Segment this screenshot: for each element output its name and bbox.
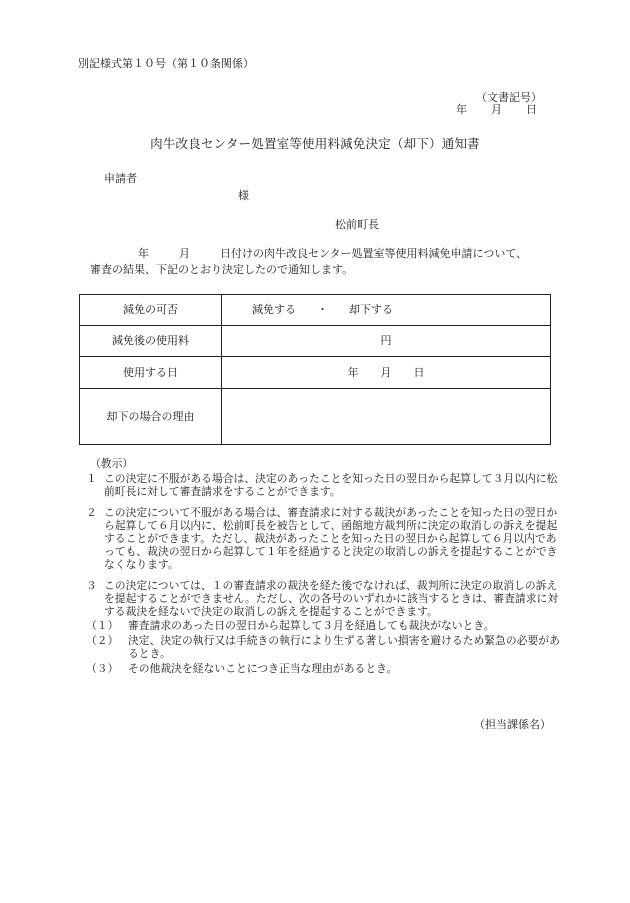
department-name: （担当課係名） [474, 718, 551, 731]
table-row [80, 295, 551, 326]
instruction-item [86, 507, 561, 572]
use-day: 日 [413, 365, 425, 379]
table-row [80, 389, 551, 445]
sub-item-text: その他裁決を経ないことにつき正当な理由があるとき。 [128, 662, 398, 676]
decision-table [79, 294, 551, 445]
instruction-sub-item [86, 635, 561, 661]
label-rejection-reason: 却下の場合の理由 [80, 389, 222, 445]
instructions-heading: （教示） [90, 457, 134, 470]
instruction-text: この決定について不服がある場合は、審査請求に対する裁決があったことを知った日の翌日から起算して６月以内に、松前町長を被告として、函館地方裁判所に決定の取消しの訴えを提起することができます。ただし、裁決があったことを知った日の翌日から起算して６月以内であっても、裁決の翌日から起算して１年を経過すると決定の取消しの訴えを提起することができなくなります。 [104, 505, 558, 571]
instruction-number: １ [86, 471, 97, 485]
notice-body-line-1 [90, 246, 560, 262]
label-fee-after-reduction: 減免後の使用料 [80, 326, 222, 357]
value-fee-after-reduction [222, 326, 551, 357]
date-month: 月 [491, 103, 502, 116]
notice-body-line-2: 審査の結果、下記のとおり決定したので通知します。 [90, 262, 354, 276]
value-reduction-approval [222, 295, 551, 326]
date-day: 日 [526, 103, 537, 116]
date-year: 年 [456, 103, 467, 116]
sub-item-text: 決定、決定の執行又は手続きの執行により生ずる著しい損害を避けるため緊急の必要があるとき。 [128, 634, 560, 661]
table-row [80, 326, 551, 357]
yen-unit: 円 [380, 334, 392, 348]
label-use-date: 使用する日 [80, 357, 222, 389]
notice-body [90, 246, 560, 278]
use-year: 年 [347, 365, 359, 379]
sub-item-number: （３） [86, 662, 119, 676]
document-number-label: （文書記号） [476, 91, 542, 104]
instruction-sub-item [86, 663, 561, 676]
option-reject: 却下する [349, 303, 393, 317]
table-row [80, 357, 551, 389]
honorific: 様 [238, 189, 249, 202]
instruction-sub-item [86, 620, 561, 633]
value-use-date [222, 357, 551, 389]
sub-item-number: （１） [86, 619, 119, 633]
value-rejection-reason [222, 389, 551, 445]
document-title: 肉牛改良センター処置室等使用料減免決定（却下）通知書 [150, 136, 480, 151]
sub-item-number: （２） [86, 634, 119, 648]
instruction-text: この決定に不服がある場合は、決定のあったことを知った日の翌日から起算して３月以内に松前町長に対して審査請求をすることができます。 [104, 471, 558, 498]
label-reduction-approval: 減免の可否 [80, 295, 222, 326]
issue-date [456, 103, 537, 117]
form-number: 別記様式第１０号（第１０条関係） [78, 57, 254, 70]
instruction-item [86, 580, 561, 619]
option-approve: 減免する [252, 303, 296, 317]
option-separator: ・ [317, 303, 328, 317]
issuer-name: 松前町長 [335, 218, 379, 231]
body-year: 年 [138, 247, 149, 260]
instruction-item [86, 473, 561, 499]
applicant-label: 申請者 [104, 172, 137, 185]
instructions [86, 458, 561, 676]
instruction-text-body: この決定については、１の審査請求の裁決を経た後でなければ、裁判所に決定の取消しの訴えを提起することができません。ただし、次の各号のいずれかに該当するときは、審査請求に対する裁決を経ないで決定の取消しの訴えを提起することができます。 [104, 578, 559, 618]
instruction-number: ２ [86, 505, 97, 519]
body-line1-rest: 日付けの肉牛改良センター処置室等使用料減免申請について、 [220, 247, 528, 260]
instruction-number: ３ [86, 578, 97, 592]
body-month: 月 [179, 247, 190, 260]
use-month: 月 [380, 365, 392, 379]
instruction-text [104, 580, 561, 619]
sub-item-text: 審査請求のあった日の翌日から起算して３月を経過しても裁決がないとき。 [128, 619, 495, 633]
